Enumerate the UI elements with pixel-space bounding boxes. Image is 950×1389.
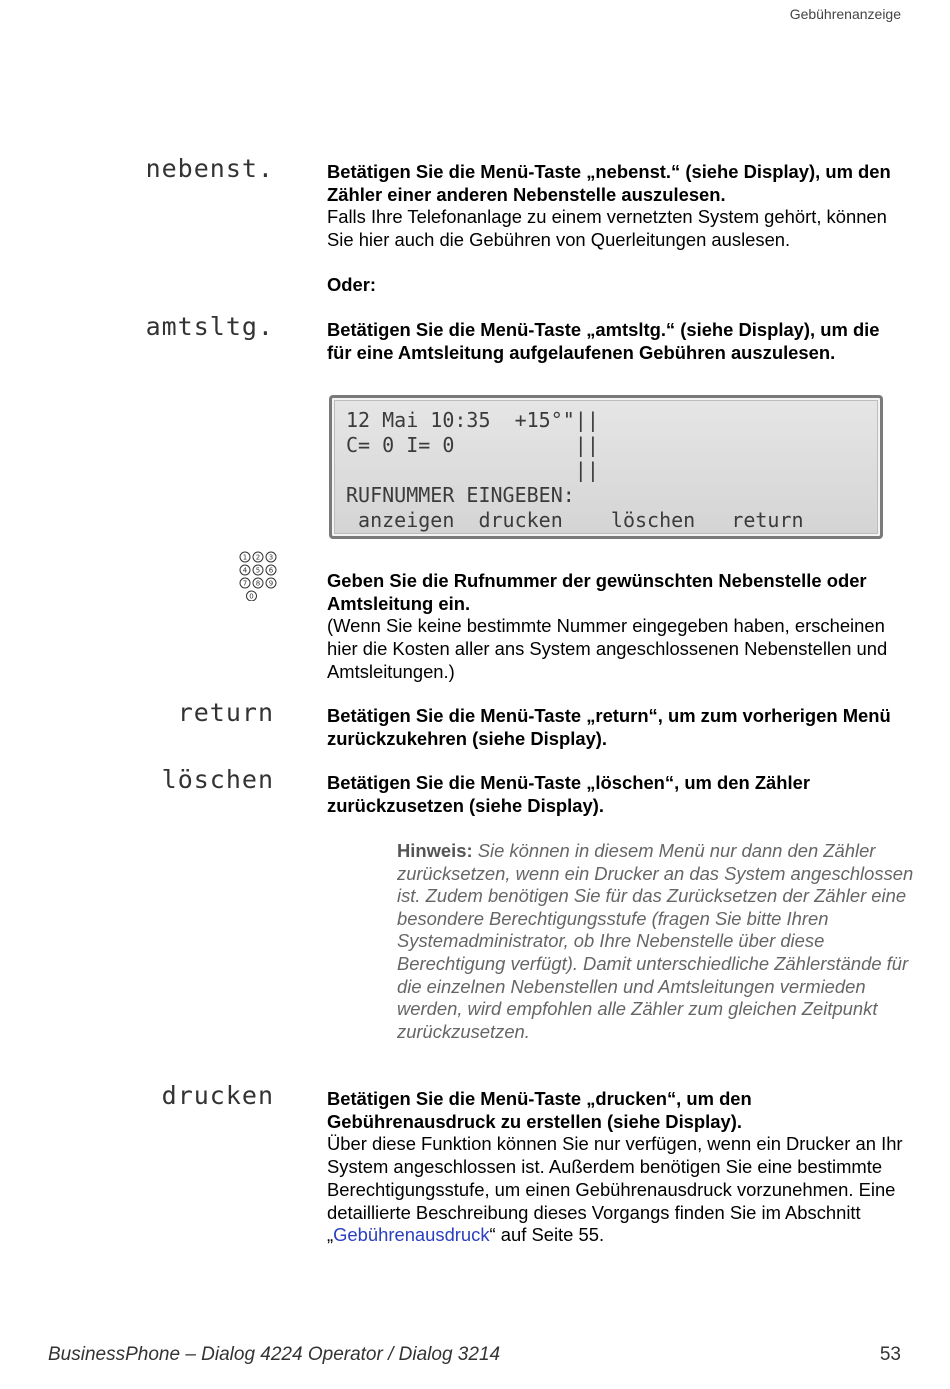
- display-line-1: 12 Mai 10:35 +15°"||: [346, 408, 599, 432]
- keypad-key-label: 9: [268, 579, 274, 588]
- menu-key-return: return: [177, 698, 274, 727]
- hint-label: Hinweis:: [397, 840, 473, 861]
- hint-note: [397, 840, 917, 1043]
- menu-key-loeschen: löschen: [161, 765, 274, 794]
- section-rufnummer: [327, 570, 907, 684]
- instruction-return: Betätigen Sie die Menü-Taste „return“, um zum vorherigen Menü zurückzukehren (siehe Display).: [327, 705, 891, 749]
- keypad-key-label: 1: [242, 553, 248, 562]
- footer-title: BusinessPhone – Dialog 4224 Operator / Dialog 3214: [48, 1344, 501, 1365]
- description-nebenst: Falls Ihre Telefonanlage zu einem vernetzten System gehört, können Sie hier auch die Gebühren von Querleitungen auslesen.: [327, 206, 887, 251]
- keypad-key-label: 7: [242, 579, 248, 588]
- link-gebuehrenausdruck[interactable]: Gebührenausdruck: [333, 1224, 490, 1246]
- hint-text: Sie können in diesem Menü nur dann den Zähler zurücksetzen, wenn ein Drucker an das System angeschlossen ist. Zudem benötigen Sie für das Zurücksetzen der Zähler eine besondere Berechtigungsstufe (fragen Sie bitte Ihren Systemadministrator, ob Ihre Nebenstelle über diese Berechtigung verfügt). Damit unterschiedliche Zählerstände für die einzelnen Nebenstellen und Amtsleitungen vermieden werden, wird empfohlen alle Zähler zum gleichen Zeitpunkt zurückzusetzen.: [397, 840, 914, 1042]
- menu-key-amtsltg: amtsltg.: [145, 312, 274, 341]
- instruction-amtsltg: Betätigen Sie die Menü-Taste „amtsltg.“ (siehe Display), um die für eine Amtsleitung aufgelaufenen Gebühren auszulesen.: [327, 319, 880, 363]
- instruction-loeschen: Betätigen Sie die Menü-Taste „löschen“, um den Zähler zurückzusetzen (siehe Display).: [327, 772, 811, 816]
- section-loeschen: [327, 772, 907, 817]
- instruction-drucken: Betätigen Sie die Menü-Taste „drucken“, um den Gebührenausdruck zu erstellen (siehe Display).: [327, 1088, 752, 1132]
- section-nebenst: [327, 161, 907, 252]
- instruction-rufnummer: Geben Sie die Rufnummer der gewünschten Nebenstelle oder Amtsleitung ein.: [327, 570, 867, 614]
- display-line-2: C= 0 I= 0 ||: [346, 433, 599, 457]
- description-drucken-text: Über diese Funktion können Sie nur verfügen, wenn ein Drucker an Ihr System angeschlossen ist. Außerdem benötigen Sie eine bestimmte Berechtigungsstufe, um einen Gebührenausdruck vorzunehmen. Eine detaillierte Beschreibung dieses Vorgangs finden Sie im Abschnitt „: [327, 1133, 903, 1246]
- running-header: Gebührenanzeige: [789, 6, 901, 22]
- section-drucken: [327, 1088, 907, 1247]
- keypad-key-label: 3: [268, 553, 274, 562]
- description-drucken-tail: “ auf Seite 55.: [489, 1224, 605, 1246]
- description-drucken: [327, 1133, 907, 1247]
- section-amtsltg: [327, 319, 907, 364]
- keypad-key-label: 5: [255, 566, 261, 575]
- page-number: 53: [879, 1344, 901, 1365]
- keypad-key-label: 4: [242, 566, 248, 575]
- keypad-key-label: 6: [268, 566, 274, 575]
- description-rufnummer: (Wenn Sie keine bestimmte Nummer eingegeben haben, erscheinen hier die Kosten aller ans System angeschlossenen Nebenstellen und Amtsleitungen.): [327, 615, 888, 682]
- keypad-key-label: 8: [255, 579, 261, 588]
- keypad-key-label: 0: [249, 592, 254, 601]
- keypad-icon: [239, 551, 279, 601]
- instruction-nebenst: Betätigen Sie die Menü-Taste „nebenst.“ (siehe Display), um den Zähler einer anderen Nebenstelle auszulesen.: [327, 161, 891, 205]
- menu-key-drucken: drucken: [161, 1081, 274, 1110]
- menu-key-nebenst: nebenst.: [145, 154, 274, 183]
- display-line-4: RUFNUMMER EINGEBEN:: [346, 483, 575, 507]
- phone-display: [329, 395, 883, 539]
- display-menu-line: anzeigen drucken löschen return: [346, 508, 804, 532]
- oder-label: Oder:: [327, 274, 377, 295]
- keypad-key-label: 2: [255, 553, 261, 562]
- section-return: [327, 705, 907, 750]
- display-line-3: ||: [346, 458, 599, 482]
